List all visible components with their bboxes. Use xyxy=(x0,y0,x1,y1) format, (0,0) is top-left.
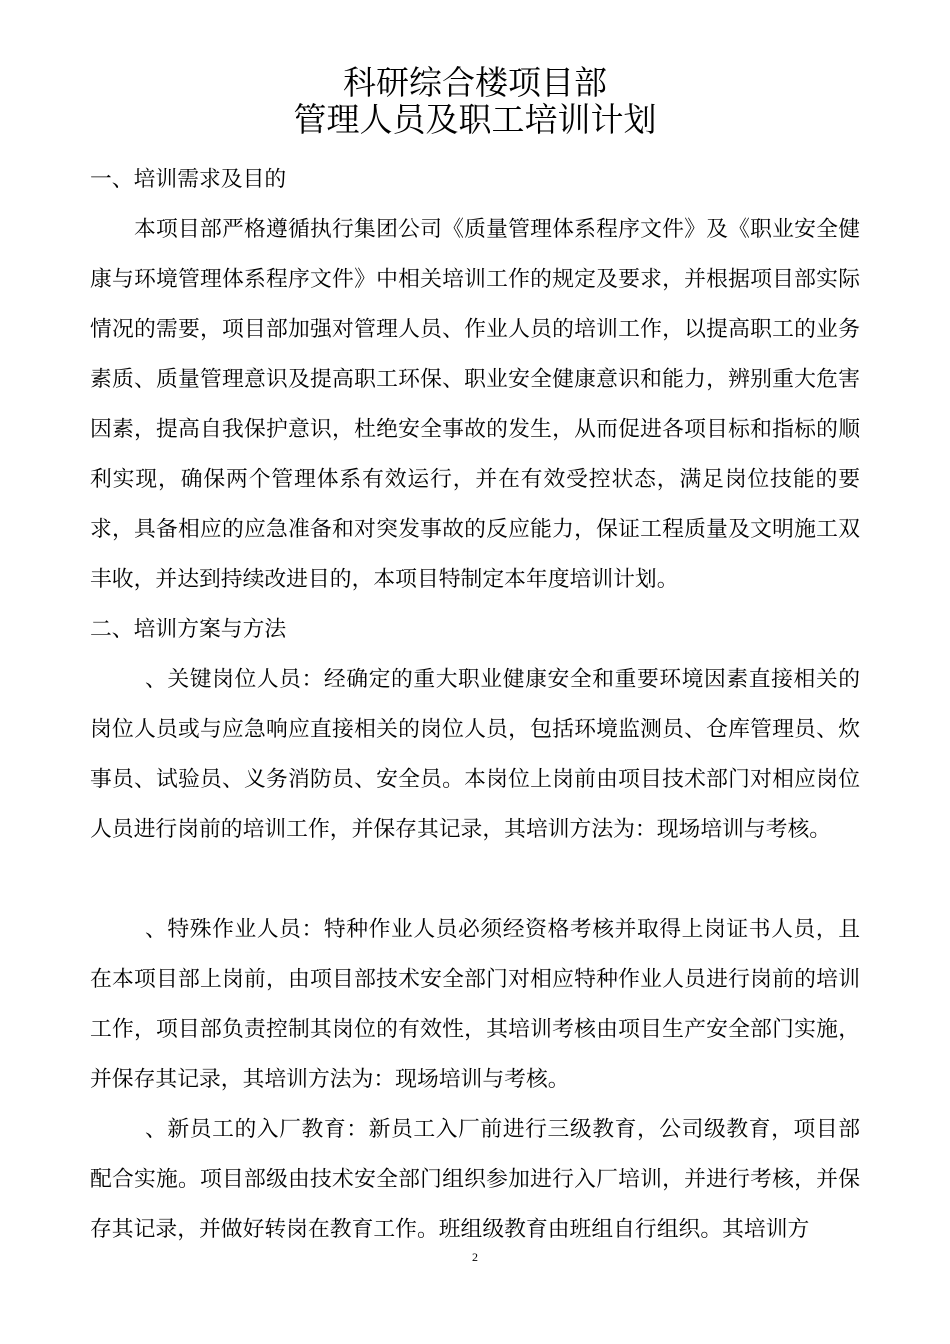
section-heading-1: 一、培训需求及目的 xyxy=(90,167,287,192)
document-title-line-1: 科研综合楼项目部 xyxy=(343,63,607,102)
paragraph-special-workers: 、特殊作业人员：特种作业人员必须经资格考核并取得上岗证书人员，且在本项目部上岗前，由项目部技术安全部门对相应特种作业人员进行岗前的培训工作，项目部负责控制其岗位的有效性，其培训考核由项目生产安全部门实施，并保存其记录，其培训方法为：现场培训与考核。 xyxy=(90,917,860,1092)
page-number: 2 xyxy=(472,1250,478,1264)
paragraph-key-positions: 、关键岗位人员：经确定的重大职业健康安全和重要环境因素直接相关的岗位人员或与应急响应直接相关的岗位人员，包括环境监测员、仓库管理员、炊事员、试验员、义务消防员、安全员。本岗位上岗前由项目技术部门对相应岗位人员进行岗前的培训工作，并保存其记录，其培训方法为：现场培训与考核。 xyxy=(90,667,860,842)
document-title-line-2: 管理人员及职工培训计划 xyxy=(293,100,657,139)
section-heading-2: 二、培训方案与方法 xyxy=(90,617,287,642)
paragraph-training-needs: 本项目部严格遵循执行集团公司《质量管理体系程序文件》及《职业安全健康与环境管理体系程序文件》中相关培训工作的规定及要求，并根据项目部实际情况的需要，项目部加强对管理人员、作业人员的培训工作，以提高职工的业务素质、质量管理意识及提高职工环保、职业安全健康意识和能力，辨别重大危害因素，提高自我保护意识，杜绝安全事故的发生，从而促进各项目标和指标的顺利实现，确保两个管理体系有效运行，并在有效受控状态，满足岗位技能的要求，具备相应的应急准备和对突发事故的反应能力，保证工程质量及文明施工双丰收，并达到持续改进目的，本项目特制定本年度培训计划。 xyxy=(90,217,860,592)
paragraph-new-employees: 、新员工的入厂教育：新员工入厂前进行三级教育，公司级教育，项目部配合实施。项目部级由技术安全部门组织参加进行入厂培训，并进行考核，并保存其记录，并做好转岗在教育工作。班组级教育由班组自行组织。其培训方 xyxy=(90,1117,860,1242)
